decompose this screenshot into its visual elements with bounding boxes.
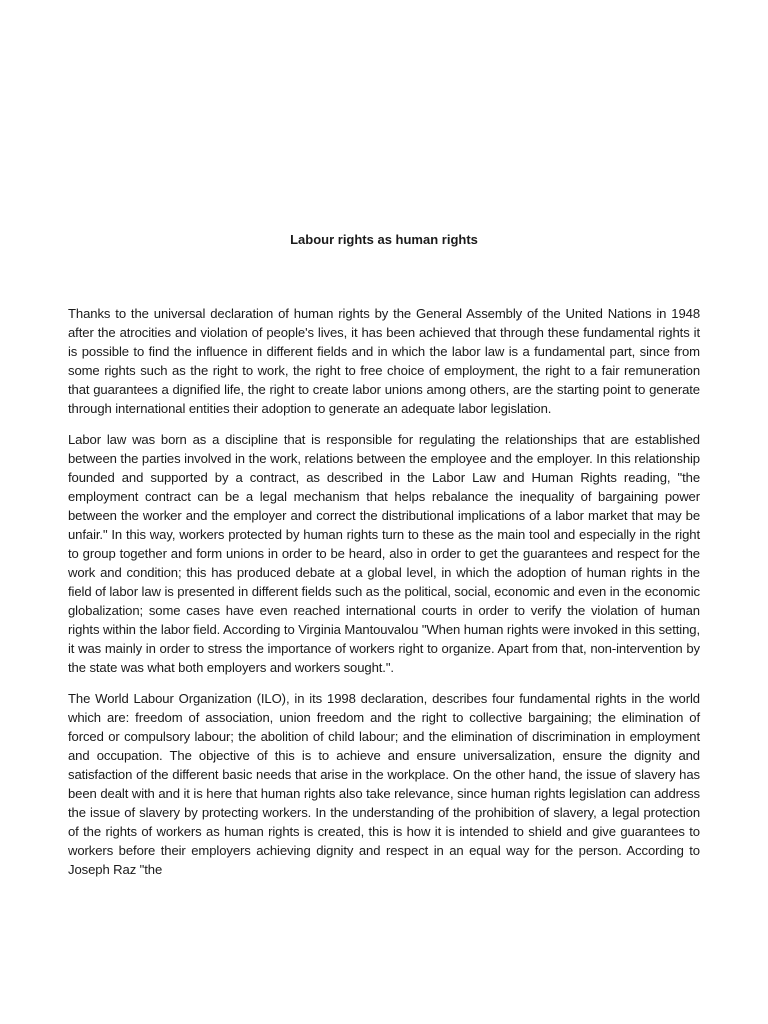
paragraph-1: Thanks to the universal declaration of human rights by the General Assembly of the United Nations in 1948 after the atrocities and violation of people's lives, it has been achieved that through these fundamental rights it is possible to find the influence in different fields and in which the labor law is a fundamental part, since from some rights such as the right to work, the right to free choice of employment, the right to a fair remuneration that guarantees a dignified life, the right to create labor unions among others, are the starting point to generate through international entities their adoption to generate an adequate labor legislation.: [68, 306, 700, 416]
paragraph-3: The World Labour Organization (ILO), in its 1998 declaration, describes four fundamental rights in the world which are: freedom of association, union freedom and the right to collective bargaining; the elimination of forced or compulsory labour; the abolition of child labour; and the elimination of discrimination in employment and occupation. The objective of this is to achieve and ensure universalization, ensure the dignity and satisfaction of the different basic needs that arise in the workplace. On the other hand, the issue of slavery has been dealt with and it is here that human rights also take relevance, since human rights legislation can address the issue of slavery by protecting workers. In the understanding of the prohibition of slavery, a legal protection of the rights of workers as human rights is created, this is how it is intended to shield and give guarantees to workers before their employers achieving dignity and respect in an equal way for the person. According to Joseph Raz "the: [68, 691, 700, 877]
paragraph-2: Labor law was born as a discipline that is responsible for regulating the relationships that are established between the parties involved in the work, relations between the employee and the employer. In this relationship founded and supported by a contract, as described in the Labor Law and Human Rights reading, "the employment contract can be a legal mechanism that helps rebalance the inequality of bargaining power between the worker and the employer and correct the distributional implications of a labor market that may be unfair." In this way, workers protected by human rights turn to these as the main tool and especially in the right to group together and form unions in order to be heard, also in order to get the guarantees and respect for the work and condition; this has produced debate at a global level, in which the adoption of human rights in the field of labor law is presented in different fields such as the political, social, economic and even in the economic globalization; some cases have even reached international courts in order to verify the violation of human rights within the labor field. According to Virginia Mantouvalou "When human rights were invoked in this setting, it was mainly in order to stress the importance of workers right to organize. Apart from that, non-intervention by the state was what both employers and workers sought.".: [68, 432, 700, 675]
document-title: Labour rights as human rights: [290, 232, 478, 247]
document-body: [68, 304, 700, 891]
